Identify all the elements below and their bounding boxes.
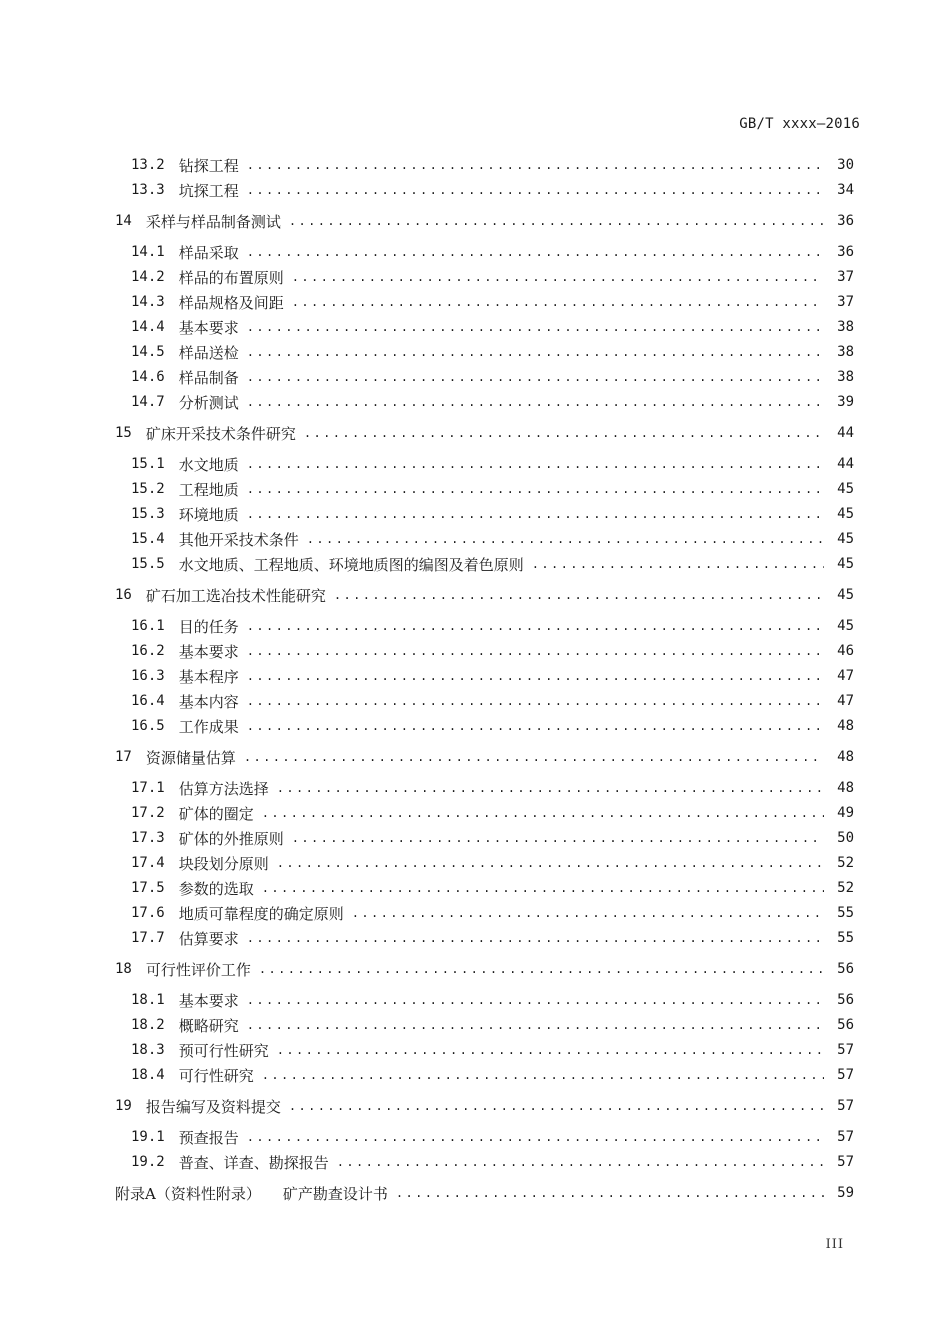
toc-dot-leader [247, 345, 824, 359]
toc-entry[interactable] [115, 209, 854, 233]
toc-dot-leader [289, 214, 824, 228]
toc-entry-page: 52 [837, 880, 854, 896]
toc-entry-title: 估算方法选择 [178, 779, 269, 798]
toc-entry[interactable] [131, 801, 854, 825]
toc-dot-leader [247, 719, 824, 733]
toc-entry-number: 17.1 [131, 780, 165, 796]
toc-entry-page: 55 [837, 905, 854, 921]
toc-entry-number: 16.3 [131, 668, 165, 684]
toc-entry[interactable] [131, 527, 854, 551]
toc-entry-title: 矿石加工选冶技术性能研究 [145, 586, 326, 605]
toc-entry-title: 矿产勘查设计书 [282, 1184, 388, 1203]
toc-entry-number: 18.3 [131, 1042, 165, 1058]
toc-entry-number: 16.5 [131, 718, 165, 734]
toc-entry-number: 19.2 [131, 1154, 165, 1170]
toc-entry[interactable] [131, 1038, 854, 1062]
toc-dot-leader [247, 395, 824, 409]
toc-dot-leader [247, 644, 824, 658]
toc-dot-leader [247, 619, 824, 633]
toc-entry-title: 基本内容 [178, 692, 239, 711]
toc-entry-page: 50 [837, 830, 854, 846]
toc-entry-page: 38 [837, 319, 854, 335]
toc-entry[interactable] [115, 745, 854, 769]
toc-entry[interactable] [131, 315, 854, 339]
toc-dot-leader [292, 270, 824, 284]
toc-entry-page: 37 [837, 294, 854, 310]
toc-entry[interactable] [115, 1181, 854, 1205]
toc-entry-title: 矿床开采技术条件研究 [145, 424, 296, 443]
toc-entry-title: 基本要求 [178, 642, 239, 661]
toc-entry-number: 18 [115, 961, 132, 977]
toc-dot-leader [247, 245, 824, 259]
toc-entry[interactable] [131, 153, 854, 177]
toc-entry[interactable] [115, 583, 854, 607]
toc-entry-number: 17.6 [131, 905, 165, 921]
toc-entry-page: 56 [837, 961, 854, 977]
toc-entry-page: 44 [837, 456, 854, 472]
toc-entry-page: 45 [837, 587, 854, 603]
toc-entry-number: 15.1 [131, 456, 165, 472]
toc-entry[interactable] [131, 365, 854, 389]
toc-entry-title: 环境地质 [178, 505, 239, 524]
toc-dot-leader [396, 1186, 824, 1200]
toc-entry[interactable] [131, 502, 854, 526]
toc-entry-number: 15.2 [131, 481, 165, 497]
toc-dot-leader [247, 370, 824, 384]
toc-entry-page: 45 [837, 531, 854, 547]
toc-entry-page: 56 [837, 1017, 854, 1033]
toc-entry-number: 19.1 [131, 1129, 165, 1145]
toc-entry-page: 37 [837, 269, 854, 285]
toc-dot-leader [292, 295, 824, 309]
toc-dot-leader [304, 426, 824, 440]
toc-entry-title: 预查报告 [178, 1128, 239, 1147]
toc-entry-number: 附录A（资料性附录） [115, 1184, 261, 1203]
toc-entry-title: 基本要求 [178, 991, 239, 1010]
toc-entry-title: 估算要求 [178, 929, 239, 948]
toc-dot-leader [259, 962, 824, 976]
toc-entry-number: 13.3 [131, 182, 165, 198]
toc-entry-page: 48 [837, 718, 854, 734]
toc-entry[interactable] [131, 178, 854, 202]
toc-entry-number: 14 [115, 213, 132, 229]
toc-entry-number: 15.3 [131, 506, 165, 522]
toc-entry-number: 16 [115, 587, 132, 603]
toc-entry-number: 16.2 [131, 643, 165, 659]
toc-entry[interactable] [131, 876, 854, 900]
toc-dot-leader [307, 532, 824, 546]
toc-entry-page: 47 [837, 668, 854, 684]
toc-entry-page: 46 [837, 643, 854, 659]
toc-entry-number: 15.5 [131, 556, 165, 572]
toc-entry-title: 其他开采技术条件 [178, 530, 299, 549]
toc-entry-title: 参数的选取 [178, 879, 254, 898]
toc-entry-title: 报告编写及资料提交 [145, 1097, 281, 1116]
toc-entry-number: 14.7 [131, 394, 165, 410]
toc-entry-number: 14.4 [131, 319, 165, 335]
toc-dot-leader [352, 906, 824, 920]
toc-entry[interactable] [131, 290, 854, 314]
toc-entry-number: 18.4 [131, 1067, 165, 1083]
toc-entry[interactable] [131, 340, 854, 364]
toc-entry[interactable] [131, 1125, 854, 1149]
toc-entry-number: 15.4 [131, 531, 165, 547]
toc-entry-page: 39 [837, 394, 854, 410]
toc-entry-page: 59 [837, 1185, 854, 1201]
toc-entry-page: 52 [837, 855, 854, 871]
toc-entry-number: 17.3 [131, 830, 165, 846]
toc-dot-leader [247, 482, 824, 496]
toc-entry-number: 13.2 [131, 157, 165, 173]
toc-entry-page: 56 [837, 992, 854, 1008]
toc-entry-title: 工程地质 [178, 480, 239, 499]
toc-entry-page: 57 [837, 1067, 854, 1083]
toc-dot-leader [244, 750, 824, 764]
toc-entry-title: 分析测试 [178, 393, 239, 412]
toc-dot-leader [289, 1099, 824, 1113]
toc-entry-page: 47 [837, 693, 854, 709]
toc-entry-title: 矿体的圈定 [178, 804, 254, 823]
toc-entry-page: 45 [837, 506, 854, 522]
toc-entry-title: 钻探工程 [178, 156, 239, 175]
toc-entry[interactable] [131, 714, 854, 738]
toc-entry-page: 38 [837, 344, 854, 360]
toc-entry-page: 34 [837, 182, 854, 198]
toc-entry-page: 45 [837, 556, 854, 572]
toc-entry-number: 14.3 [131, 294, 165, 310]
toc-entry[interactable] [131, 926, 854, 950]
toc-entry-title: 样品采取 [178, 243, 239, 262]
toc-entry[interactable] [131, 1063, 854, 1087]
toc-dot-leader [247, 320, 824, 334]
toc-entry-number: 14.5 [131, 344, 165, 360]
toc-entry-page: 57 [837, 1154, 854, 1170]
toc-entry-page: 44 [837, 425, 854, 441]
toc-entry[interactable] [131, 1013, 854, 1037]
toc-entry[interactable] [131, 614, 854, 638]
toc-entry-page: 36 [837, 213, 854, 229]
toc-entry-page: 36 [837, 244, 854, 260]
toc-entry-title: 目的任务 [178, 617, 239, 636]
toc-entry-page: 57 [837, 1129, 854, 1145]
toc-entry-number: 15 [115, 425, 132, 441]
toc-entry[interactable] [131, 639, 854, 663]
toc-entry-number: 18.2 [131, 1017, 165, 1033]
toc-dot-leader [337, 1155, 824, 1169]
toc-entry[interactable] [131, 776, 854, 800]
toc-entry-title: 可行性评价工作 [145, 960, 251, 979]
toc-dot-leader [247, 507, 824, 521]
toc-dot-leader [247, 694, 824, 708]
toc-entry-title: 坑探工程 [178, 181, 239, 200]
toc-entry[interactable] [115, 1094, 854, 1118]
toc-entry[interactable] [131, 851, 854, 875]
toc-entry-title: 预可行性研究 [178, 1041, 269, 1060]
toc-entry-number: 17.2 [131, 805, 165, 821]
toc-entry[interactable] [131, 689, 854, 713]
toc-dot-leader [277, 781, 824, 795]
toc-entry-number: 16.4 [131, 693, 165, 709]
toc-dot-leader [532, 557, 824, 571]
toc-entry-title: 水文地质、工程地质、环境地质图的编图及着色原则 [178, 555, 524, 574]
toc-entry[interactable] [131, 988, 854, 1012]
toc-dot-leader [262, 1068, 824, 1082]
toc-entry[interactable] [131, 390, 854, 414]
toc-entry-title: 可行性研究 [178, 1066, 254, 1085]
toc-entry-number: 17.7 [131, 930, 165, 946]
toc-entry-number: 17.4 [131, 855, 165, 871]
toc-entry-title: 样品送检 [178, 343, 239, 362]
toc-dot-leader [247, 931, 824, 945]
toc-dot-leader [262, 806, 824, 820]
toc-entry-title: 普查、详查、勘探报告 [178, 1153, 329, 1172]
toc-entry-title: 采样与样品制备测试 [145, 212, 281, 231]
document-code: GB/T xxxx—2016 [739, 116, 860, 132]
toc-dot-leader [247, 1130, 824, 1144]
toc-entry[interactable] [115, 421, 854, 445]
toc-entry-page: 45 [837, 481, 854, 497]
toc-entry-title: 地质可靠程度的确定原则 [178, 904, 344, 923]
toc-dot-leader [247, 158, 824, 172]
toc-entry-number: 14.6 [131, 369, 165, 385]
toc-entry-title: 样品的布置原则 [178, 268, 284, 287]
toc-entry-number: 16.1 [131, 618, 165, 634]
toc-entry-title: 工作成果 [178, 717, 239, 736]
toc-dot-leader [292, 831, 824, 845]
toc-dot-leader [247, 993, 824, 1007]
toc-entry-page: 38 [837, 369, 854, 385]
toc-entry-title: 样品规格及间距 [178, 293, 284, 312]
toc-dot-leader [277, 856, 824, 870]
toc-entry[interactable] [131, 240, 854, 264]
toc-entry[interactable] [131, 664, 854, 688]
toc-dot-leader [247, 183, 824, 197]
toc-entry-page: 57 [837, 1098, 854, 1114]
toc-entry-page: 48 [837, 780, 854, 796]
toc-entry-title: 基本要求 [178, 318, 239, 337]
toc-entry[interactable] [131, 1150, 854, 1174]
toc-entry-number: 17.5 [131, 880, 165, 896]
toc-entry-title: 概略研究 [178, 1016, 239, 1035]
toc-dot-leader [247, 669, 824, 683]
toc-entry-page: 49 [837, 805, 854, 821]
toc-entry-title: 资源储量估算 [145, 748, 236, 767]
toc-dot-leader [247, 1018, 824, 1032]
toc-entry-page: 30 [837, 157, 854, 173]
toc-dot-leader [277, 1043, 824, 1057]
toc-entry-number: 14.2 [131, 269, 165, 285]
toc-entry-page: 55 [837, 930, 854, 946]
toc-entry[interactable] [131, 901, 854, 925]
toc-dot-leader [247, 457, 824, 471]
toc-entry-number: 17 [115, 749, 132, 765]
toc-entry-number: 19 [115, 1098, 132, 1114]
toc-entry[interactable] [115, 957, 854, 981]
toc-entry[interactable] [131, 452, 854, 476]
toc-entry-page: 57 [837, 1042, 854, 1058]
toc-entry-page: 48 [837, 749, 854, 765]
toc-dot-leader [262, 881, 824, 895]
toc-entry-title: 水文地质 [178, 455, 239, 474]
toc-entry-title: 矿体的外推原则 [178, 829, 284, 848]
toc-entry-page: 45 [837, 618, 854, 634]
toc-entry[interactable] [131, 826, 854, 850]
toc-dot-leader [334, 588, 824, 602]
toc-entry-title: 基本程序 [178, 667, 239, 686]
toc-entry[interactable] [131, 265, 854, 289]
toc-entry-number: 14.1 [131, 244, 165, 260]
toc-entry-title: 块段划分原则 [178, 854, 269, 873]
toc-entry-title: 样品制备 [178, 368, 239, 387]
toc-entry[interactable] [131, 477, 854, 501]
page-number: III [825, 1237, 844, 1252]
toc-entry-number: 18.1 [131, 992, 165, 1008]
toc-entry[interactable] [131, 552, 854, 576]
